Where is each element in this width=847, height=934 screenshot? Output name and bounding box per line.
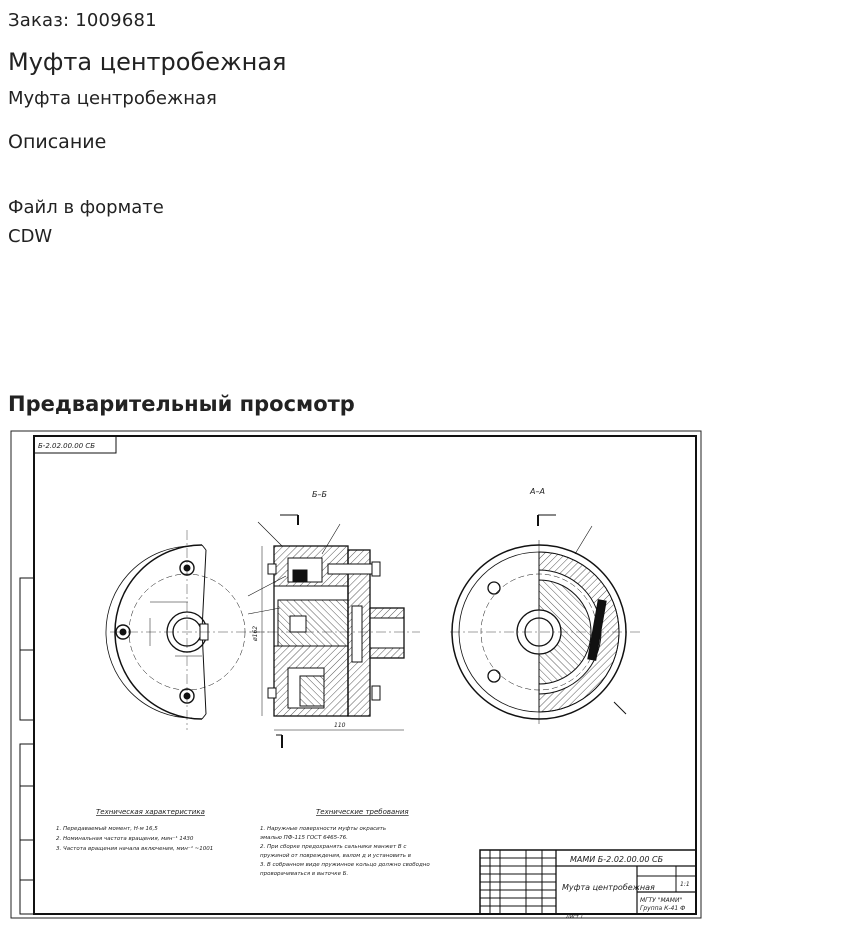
- svg-text:пружиной от повреждения, валом: пружиной от повреждения, валом д и установить в: [260, 853, 411, 859]
- svg-text:110: 110: [334, 722, 346, 729]
- svg-text:эмалью ПФ-115 ГОСТ 6465-76.: эмалью ПФ-115 ГОСТ 6465-76.: [260, 835, 348, 841]
- svg-text:3. В собранном виде пружинное: 3. В собранном виде пружинное кольцо должно свободно: [260, 862, 430, 868]
- file-format-link[interactable]: Файл в формате CDW: [8, 197, 164, 247]
- product-subtitle: Муфта центробежная: [8, 88, 217, 109]
- svg-text:Технические требования: Технические требования: [316, 808, 409, 816]
- description-heading: Описание: [8, 131, 107, 153]
- order-number: Заказ: 1009681: [8, 10, 157, 31]
- preview-heading: Предварительный просмотр: [8, 392, 355, 416]
- svg-text:2. При сборке предохранять сал: 2. При сборке предохранять сальники манжет В с: [260, 844, 407, 850]
- svg-text:2. Номинальная частота вращени: 2. Номинальная частота вращения, мин⁻¹ 1430: [56, 836, 194, 842]
- title-block-name: Муфта центробежная: [562, 883, 655, 892]
- svg-text:1. Наружные поверхности муфты: 1. Наружные поверхности муфты окрасить: [260, 826, 387, 832]
- drawing-preview-image: [10, 430, 702, 920]
- svg-text:3. Частота вращения начала вкл: 3. Частота вращения начала включения, мин⁻¹ ~1001: [56, 846, 214, 852]
- section-aa-label: А–А: [530, 487, 545, 496]
- svg-text:МГТУ "МАМИ": МГТУ "МАМИ": [640, 897, 683, 904]
- svg-text:1:1: 1:1: [680, 881, 690, 888]
- section-bb-label: Б–Б: [312, 490, 327, 499]
- sheet-label: Лист 1: [566, 914, 584, 920]
- svg-text:Группа К-41 Ф: Группа К-41 Ф: [640, 905, 686, 912]
- corner-code: Б-2.02.00.00 СБ: [38, 442, 96, 450]
- svg-text:1. Передаваемый момент, Н·м: 1. Передаваемый момент, Н·м 16,5: [56, 826, 158, 832]
- svg-text:ø162: ø162: [252, 625, 259, 641]
- title-block-code: МАМИ Б-2.02.00.00 СБ: [570, 855, 664, 864]
- svg-text:Техническая характеристика: Техническая характеристика: [96, 808, 205, 816]
- svg-text:проворачиваться в выточке Б.: проворачиваться в выточке Б.: [260, 871, 349, 877]
- product-title: Муфта центробежная: [8, 48, 287, 76]
